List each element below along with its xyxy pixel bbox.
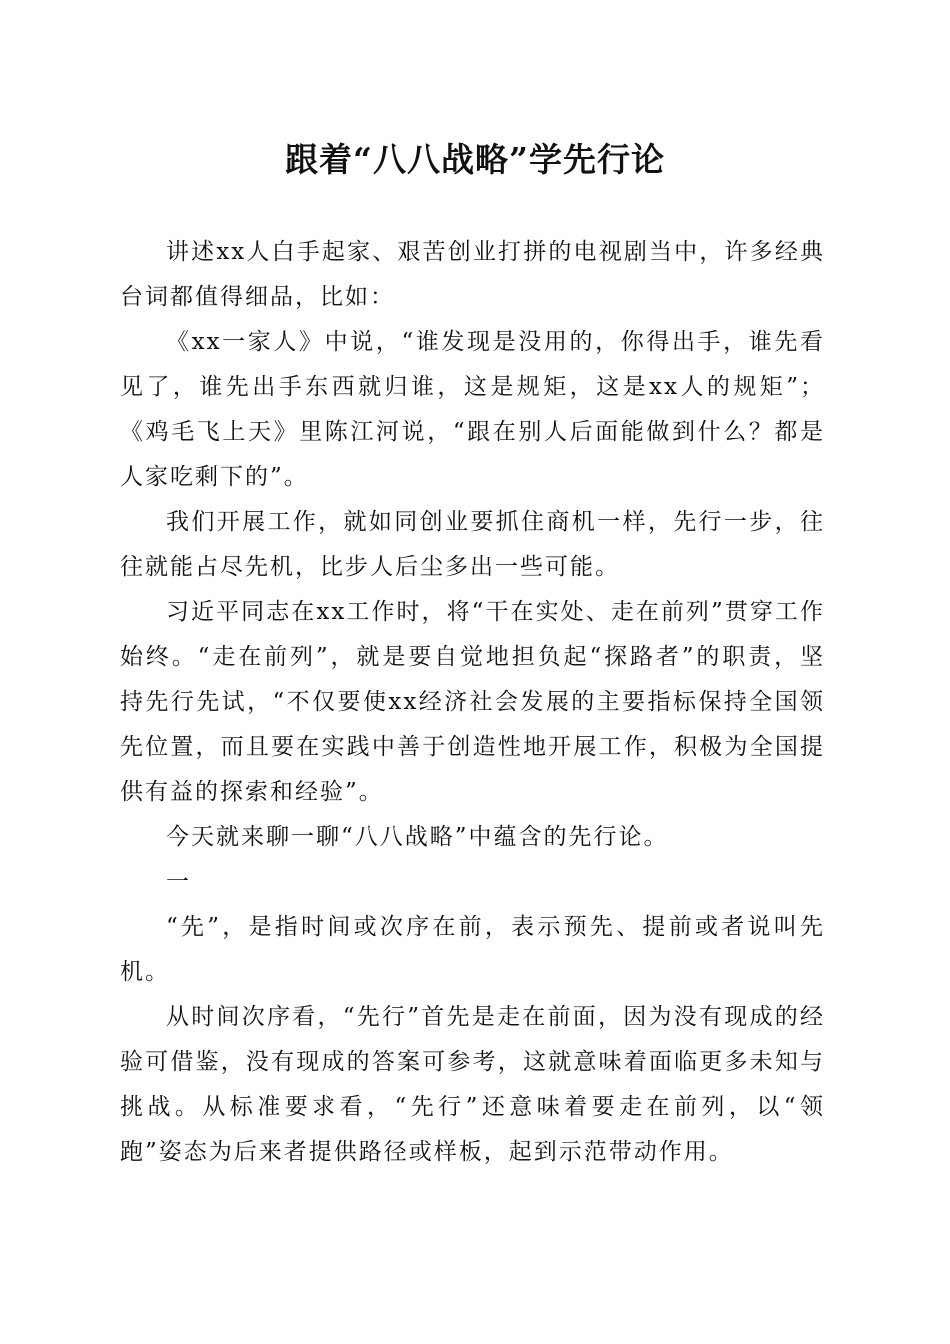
document-title: 跟着“八八战略”学先行论 (285, 140, 665, 179)
section-heading-one: 一 (166, 869, 191, 895)
paragraph-topic: 今天就来聊一聊“八八战略”中蕴含的先行论。 (166, 824, 669, 850)
paragraph-forefront: 习近平同志在xx工作时，将“干在实处、走在前列”贯穿工作始终。“走在前列”，就是要自觉地担负起“探路者”的职责，坚持先行先试，“不仅要使xx经济社会发展的主要指标保持全国领先位置，而且要在实践中善于创造性地开展工作，积极为全国提供有益的探索和经验”。 (120, 599, 825, 805)
document-body (120, 230, 825, 1175)
paragraph-analysis: 从时间次序看，“先行”首先是走在前面，因为没有现成的经验可借鉴，没有现成的答案可参考，这就意味着面临更多未知与挑战。从标准要求看，“先行”还意味着要走在前列，以“领跑”姿态为后来者提供路径或样板，起到示范带动作用。 (120, 1004, 825, 1165)
paragraph-intro: 讲述xx人白手起家、艰苦创业打拼的电视剧当中，许多经典台词都值得细品，比如： (120, 239, 825, 310)
paragraph-opportunity: 我们开展工作，就如同创业要抓住商机一样，先行一步，往往就能占尽先机，比步人后尘多出一些可能。 (120, 509, 825, 580)
paragraph-definition: “先”，是指时间或次序在前，表示预先、提前或者说叫先机。 (120, 914, 825, 985)
paragraph-quotes: 《xx一家人》中说，“谁发现是没用的，你得出手，谁先看见了，谁先出手东西就归谁，这是规矩，这是xx人的规矩”；《鸡毛飞上天》里陈江河说，“跟在别人后面能做到什么？都是人家吃剩下的”。 (120, 329, 825, 490)
